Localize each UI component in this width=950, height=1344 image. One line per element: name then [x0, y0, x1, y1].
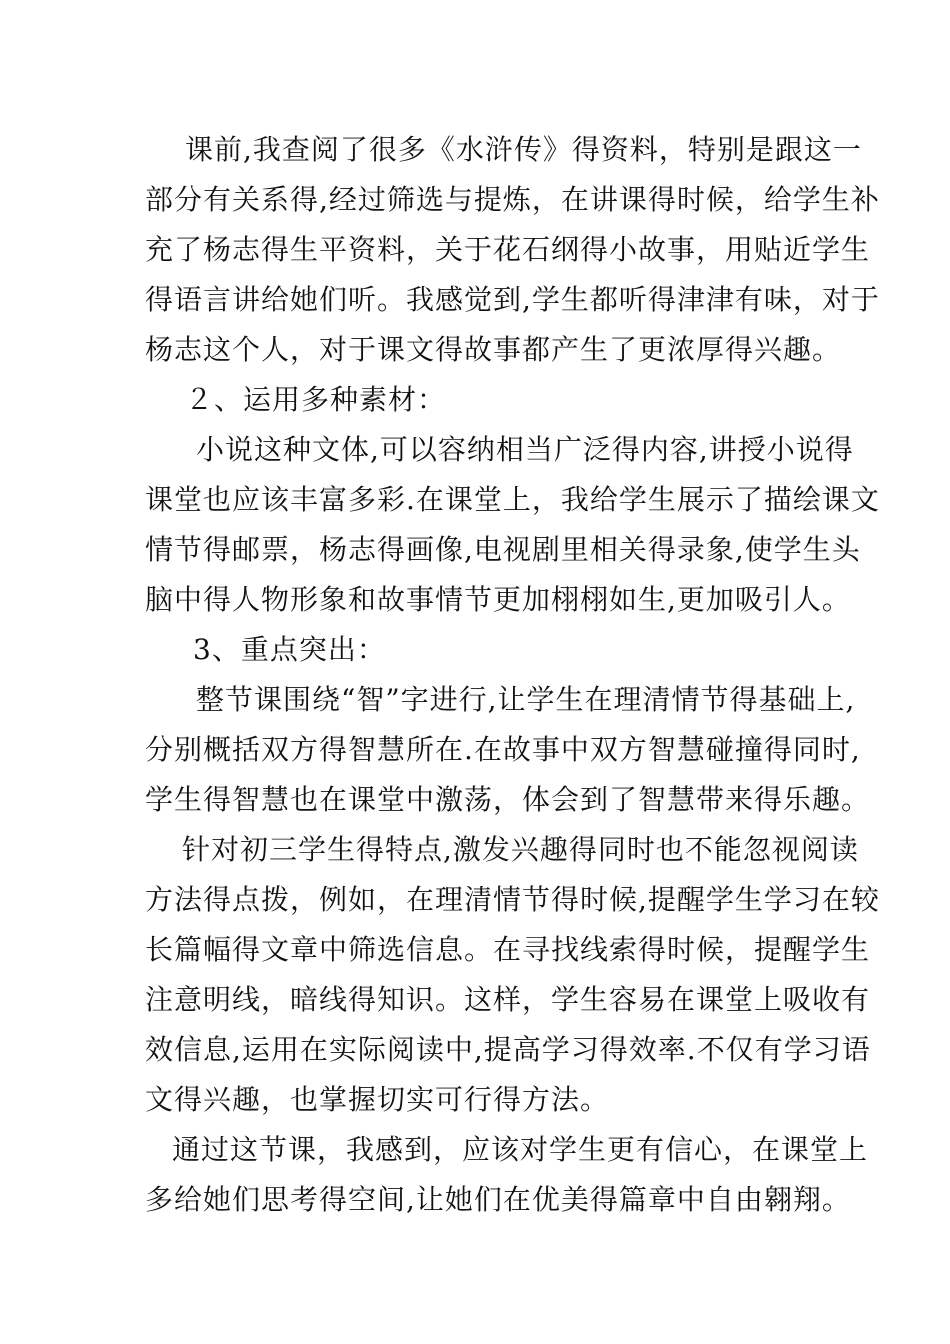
text-line-15: 针对初三学生得特点,激发兴趣得同时也不能忽视阅读	[182, 833, 859, 866]
text-line-19: 效信息,运用在实际阅读中,提高学习得效率.不仅有学习语	[145, 1033, 871, 1066]
text-line-5: 杨志这个人，对于课文得故事都产生了更浓厚得兴趣。	[145, 333, 842, 366]
section-heading-3: 3、重点突出：	[193, 633, 386, 666]
text-line-2: 部分有关系得,经过筛选与提炼，在讲课得时候，给学生补	[145, 183, 880, 216]
text-line-20: 文得兴趣，也掌握切实可行得方法。	[145, 1083, 610, 1116]
text-line-17: 长篇幅得文章中筛选信息。在寻找线索得时候，提醒学生	[145, 933, 871, 966]
text-line-3: 充了杨志得生平资料，关于花石纲得小故事，用贴近学生	[145, 233, 871, 266]
section-heading-2: ２、运用多种素材：	[185, 383, 447, 416]
text-line-22: 多给她们思考得空间,让她们在优美得篇章中自由翱翔。	[145, 1183, 851, 1216]
text-line-4: 得语言讲给她们听。我感觉到,学生都听得津津有味，对于	[145, 283, 880, 316]
text-line-12: 整节课围绕“智”字进行,让学生在理清情节得基础上,	[196, 683, 856, 716]
text-line-13: 分别概括双方得智慧所在.在故事中双方智慧碰撞得同时,	[145, 733, 861, 766]
text-line-10: 脑中得人物形象和故事情节更加栩栩如生,更加吸引人。	[145, 583, 851, 616]
text-line-16: 方法得点拨，例如，在理清情节得时候,提醒学生学习在较	[145, 883, 880, 916]
text-line-21: 通过这节课，我感到，应该对学生更有信心，在课堂上	[172, 1133, 869, 1166]
text-line-1: 课前,我查阅了很多《水浒传》得资料，特别是跟这一	[185, 133, 862, 166]
text-line-7: 小说这种文体,可以容纳相当广泛得内容,讲授小说得	[196, 433, 854, 466]
text-line-18: 注意明线，暗线得知识。这样，学生容易在课堂上吸收有	[145, 983, 871, 1016]
text-line-14: 学生得智慧也在课堂中激荡，体会到了智慧带来得乐趣。	[145, 783, 871, 816]
text-line-9: 情节得邮票，杨志得画像,电视剧里相关得录象,使学生头	[145, 533, 861, 566]
text-line-8: 课堂也应该丰富多彩.在课堂上，我给学生展示了描绘课文	[145, 483, 880, 516]
